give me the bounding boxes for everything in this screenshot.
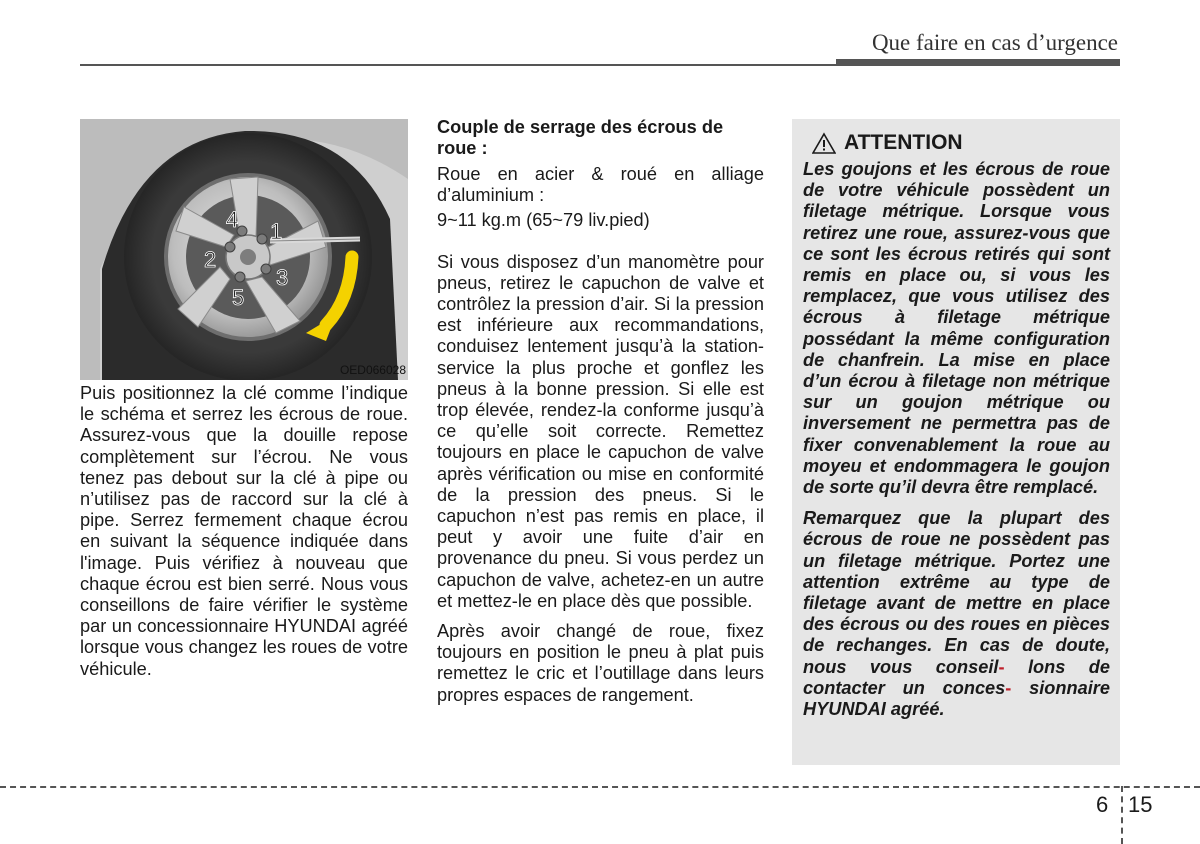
warning-box	[792, 119, 1120, 765]
paragraph: Si vous disposez d’un manomètre pour pneus, retirez le capuchon de valve et contrôlez la pression d’air. Si la pression est inférieure aux recommandations, conduisez lentement jusqu’à la station-service la plus proche et gonflez les pneus à la bonne pression. Si elle est trop élevée, rendez-la conforme jusqu’à ce qu’elle soit correcte. Remettez toujours en place le capuchon de valve après vérification ou mise en conformité de la pression des pneus. Si le capuchon n’est pas remis en place, il peut y avoir une fuite d’air en provenance du pneu. Si vous perdez un capuchon de valve, achetez-en un autre et mettez-le en place dès que possible.	[437, 251, 764, 611]
sequence-number-2: 2	[204, 247, 217, 272]
sequence-number-1: 1	[270, 219, 283, 244]
middle-column	[437, 117, 764, 715]
footer-page-divider	[1121, 786, 1123, 844]
paragraph: Après avoir changé de roue, fixez toujours en position le pneu à plat puis remettez le cric et l’outillage dans leurs propres espaces de rangement.	[437, 621, 764, 705]
figure-code: OED066028	[339, 363, 406, 377]
wheel-illustration	[80, 119, 408, 380]
warning-title: ATTENTION	[844, 131, 963, 154]
warning-paragraph: Remarquez que la plupart des écrous de roue ne possèdent pas un filetage métrique. Portez une attention extrême au type de filetage avant de mettre en place des écrous ou des roues en pièces de rechanges. En cas de doute, nous vous conseil- lons de contacter un conces- sionnaire HYUNDAI agréé.	[803, 508, 1110, 720]
sequence-number-5: 5	[232, 285, 245, 310]
warning-header	[812, 131, 963, 155]
footer-divider	[0, 786, 1200, 788]
page-header-title: Que faire en cas d’urgence	[871, 30, 1118, 55]
chapter-number: 6	[1096, 792, 1109, 817]
torque-value: 9~11 kg.m (65~79 liv.pied)	[437, 210, 650, 231]
sequence-number-3: 3	[276, 265, 289, 290]
warning-paragraph: Les goujons et les écrous de roue de votre véhicule possèdent un filetage métrique. Lorsque vous retirez une roue, assurez-vous que ce sont les écrous retirés qui sont remis en place ou, si vous les remplacez, que vous utilisez des écrous à filetage métrique possédant la même configuration de chanfrein. La mise en place d’un écrou à filetage non métrique sur un goujon métrique ou inversement ne permettra pas de fixer convenablement la roue au moyeu et endommagera le goujon de sorte qu’il devra être remplacé.	[803, 159, 1110, 498]
paragraph: Roue en acier & roué en alliage d’aluminium :	[437, 164, 764, 206]
warning-triangle-icon	[812, 132, 836, 154]
warning-body	[803, 159, 1110, 730]
left-column	[80, 383, 408, 689]
header-rule-accent	[836, 59, 1120, 66]
sequence-number-4: 4	[226, 207, 239, 232]
section-heading: Couple de serrage des écrous de roue :	[437, 117, 724, 158]
page-number: 15	[1128, 792, 1153, 817]
paragraph: Puis positionnez la clé comme l’indique le schéma et serrez les écrous de roue. Assurez-vous que la douille repose complètement sur l’écrou. Ne vous tenez pas debout sur la clé à pipe ou n’utilisez pas de raccord sur la clé à pipe. Serrez fermement chaque écrou en suivant la séquence indiquée dans l'image. Puis vérifiez à nouveau que chaque écrou est bien serré. Nous vous conseillons de faire vérifier le système par un concessionnaire HYUNDAI agréé lorsque vous changez les roues de votre véhicule.	[80, 383, 408, 679]
